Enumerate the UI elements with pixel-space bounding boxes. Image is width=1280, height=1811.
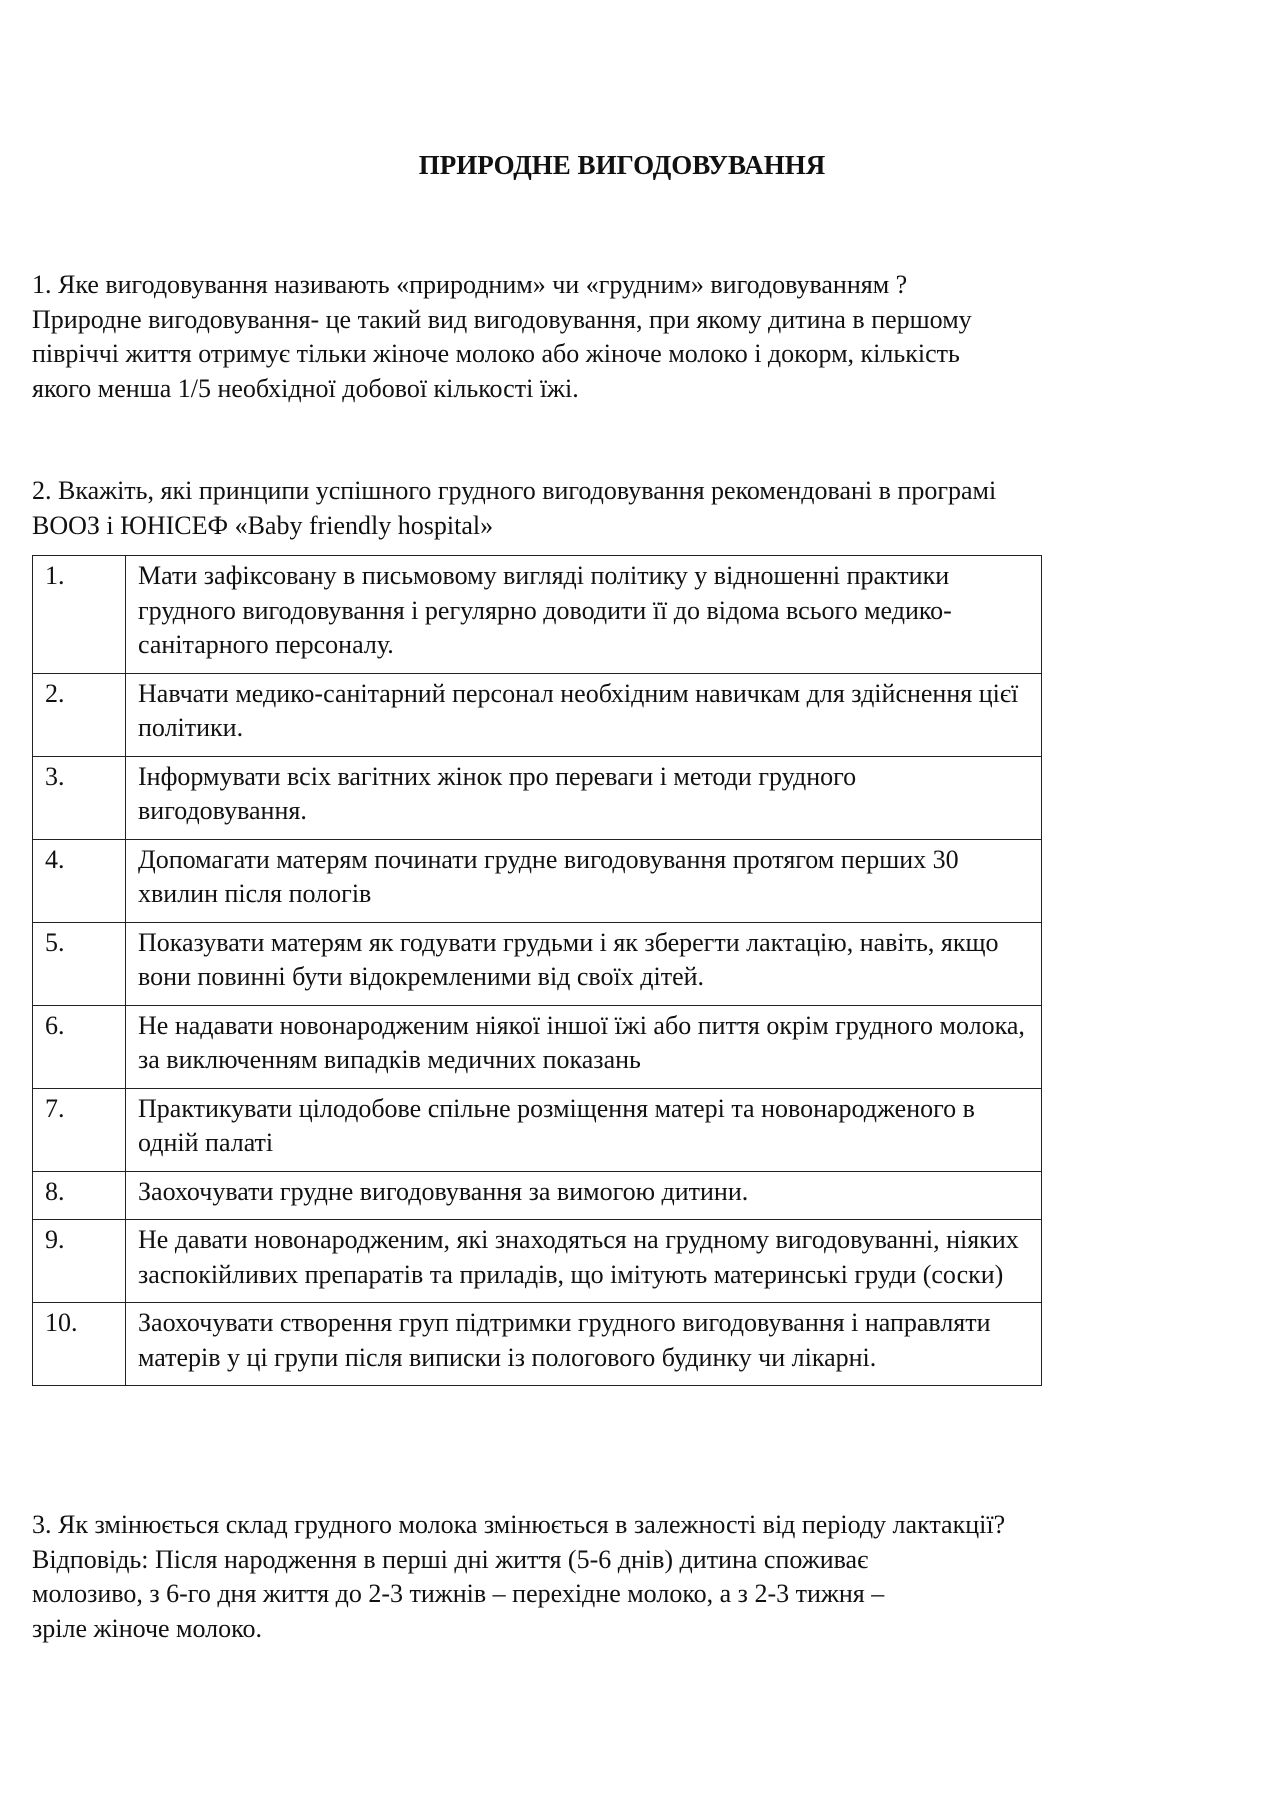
table-row (33, 756, 1042, 839)
principle-number: 7. (33, 1088, 126, 1171)
table-row (33, 1220, 1042, 1303)
principle-text: Заохочувати грудне вигодовування за вимогою дитини. (126, 1171, 1042, 1220)
answer-3-line: зріле жіноче молоко. (32, 1613, 262, 1643)
principle-number: 2. (33, 673, 126, 756)
table-row (33, 1171, 1042, 1220)
table-row (33, 673, 1042, 756)
question-2-line: 2. Вкажіть, які принципи успішного грудного вигодовування рекомендовані в програмі (32, 476, 997, 505)
answer-3-line: молозиво, з 6-го дня життя до 2-3 тижнів – перехідне молоко, а з 2-3 тижня – (32, 1579, 885, 1608)
principle-number: 3. (33, 756, 126, 839)
principle-text: Навчати медико-санітарний персонал необхідним навичкам для здійснення цієї політики. (126, 673, 1042, 756)
question-3-text: 3. Як змінюється склад грудного молока змінюється в залежності від періоду лактакції? (32, 1510, 1006, 1539)
principles-table (32, 555, 1042, 1386)
answer-1-line: півріччі життя отримує тільки жіноче молоко або жіноче молоко і докорм, кількість (32, 339, 960, 368)
principle-text: Практикувати цілодобове спільне розміщення матері та новонародженого в одній палаті (126, 1088, 1042, 1171)
question-2-line: ВООЗ і ЮНІСЕФ «Baby friendly hospital» (32, 510, 494, 540)
principle-number: 9. (33, 1220, 126, 1303)
principle-number: 1. (33, 556, 126, 674)
table-row (33, 1303, 1042, 1386)
question-1-section (32, 268, 1212, 406)
question-3-section (32, 1508, 1212, 1646)
table-row (33, 839, 1042, 922)
principle-text: Не надавати новонародженим ніякої іншої їжі або пиття окрім грудного молока, за виключенням випадків медичних показань (126, 1005, 1042, 1088)
principle-number: 4. (33, 839, 126, 922)
principle-text: Мати зафіксовану в письмовому вигляді політику у відношенні практики грудного вигодовування і регулярно доводити її до відома всього медико-санітарного персоналу. (126, 556, 1042, 674)
page-title: ПРИРОДНЕ ВИГОДОВУВАННЯ (418, 150, 826, 180)
principle-text: Не давати новонародженим, які знаходяться на грудному вигодовуванні, ніяких заспокійливих препаратів та приладів, що імітують материнські груди (соски) (126, 1220, 1042, 1303)
principle-text: Допомагати матерям починати грудне вигодовування протягом перших 30 хвилин після пологів (126, 839, 1042, 922)
principle-text: Інформувати всіх вагітних жінок про переваги і методи грудного вигодовування. (126, 756, 1042, 839)
question-2-section (32, 474, 1212, 543)
principle-text: Заохочувати створення груп підтримки грудного вигодовування і направляти матерів у ці групи після виписки із пологового будинку чи лікарні. (126, 1303, 1042, 1386)
principle-number: 5. (33, 922, 126, 1005)
table-row (33, 922, 1042, 1005)
principle-number: 6. (33, 1005, 126, 1088)
answer-1-line: Природне вигодовування- це такий вид вигодовування, при якому дитина в першому (32, 304, 972, 334)
principle-number: 10. (33, 1303, 126, 1386)
table-row (33, 1005, 1042, 1088)
table-row (33, 556, 1042, 674)
table-row (33, 1088, 1042, 1171)
answer-3-line: Відповідь: Після народження в перші дні життя (5-6 днів) дитина споживає (32, 1544, 869, 1574)
answer-1-line: якого менша 1/5 необхідної добової кількості їжі. (32, 373, 579, 403)
principle-text: Показувати матерям як годувати грудьми і як зберегти лактацію, навіть, якщо вони повинні бути відокремленими від своїх дітей. (126, 922, 1042, 1005)
question-1-text: 1. Яке вигодовування називають «природним» чи «грудним» вигодовуванням ? (32, 270, 908, 299)
principle-number: 8. (33, 1171, 126, 1220)
